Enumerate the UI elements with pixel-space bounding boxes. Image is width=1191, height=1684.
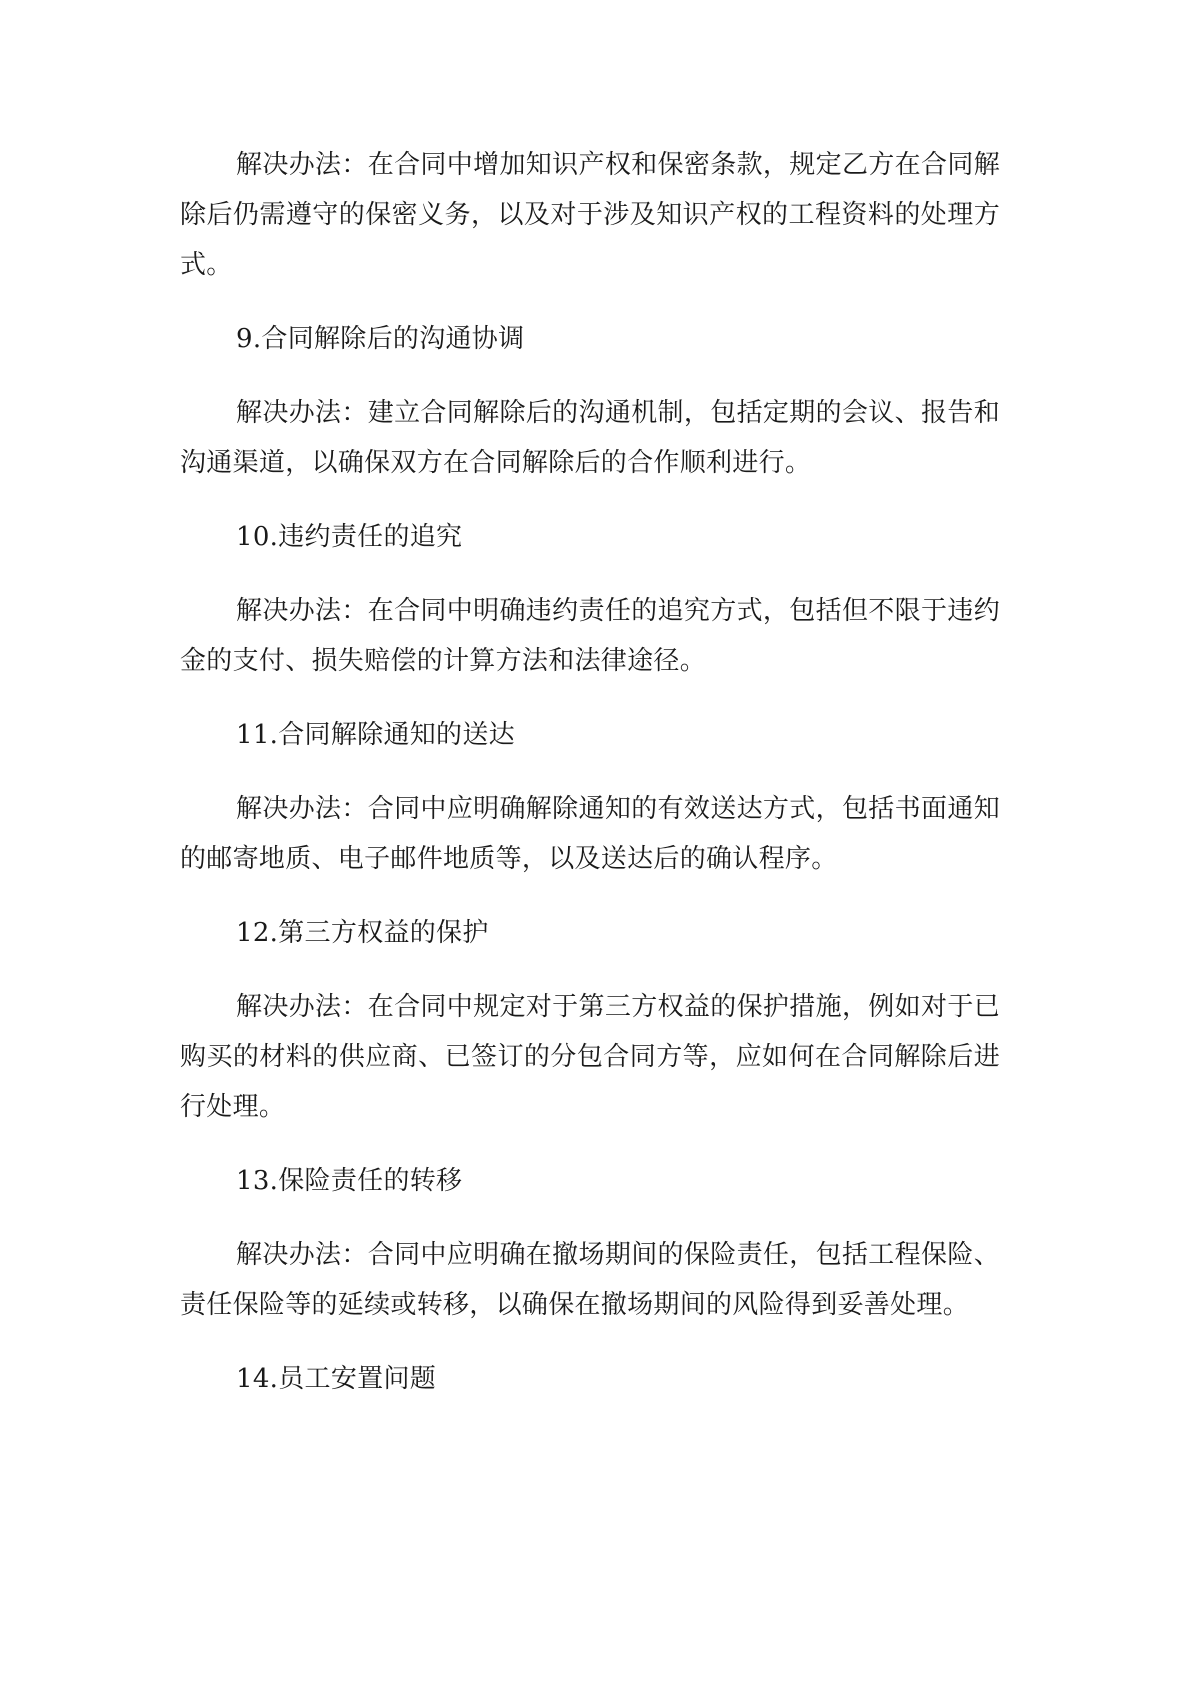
solution-paragraph: 解决办法：在合同中规定对于第三方权益的保护措施，例如对于已购买的材料的供应商、已签订的分包合同方等，应如何在合同解除后进行处理。 (180, 992, 1000, 1122)
document-page (180, 140, 1000, 1428)
section-heading: 14.员工安置问题 (236, 1364, 437, 1394)
solution-paragraph: 解决办法：建立合同解除后的沟通机制，包括定期的会议、报告和沟通渠道，以确保双方在合同解除后的合作顺利进行。 (180, 398, 1000, 478)
solution-paragraph: 解决办法：在合同中增加知识产权和保密条款，规定乙方在合同解除后仍需遵守的保密义务，以及对于涉及知识产权的工程资料的处理方式。 (180, 150, 1000, 280)
section-heading: 11.合同解除通知的送达 (236, 720, 515, 750)
solution-paragraph: 解决办法：合同中应明确解除通知的有效送达方式，包括书面通知的邮寄地质、电子邮件地质等，以及送达后的确认程序。 (180, 794, 1000, 874)
solution-paragraph: 解决办法：在合同中明确违约责任的追究方式，包括但不限于违约金的支付、损失赔偿的计算方法和法律途径。 (180, 596, 1000, 676)
section-heading: 12.第三方权益的保护 (236, 918, 489, 948)
section-heading: 13.保险责任的转移 (236, 1166, 463, 1196)
section-heading: 10.违约责任的追究 (236, 522, 463, 552)
solution-paragraph: 解决办法：合同中应明确在撤场期间的保险责任，包括工程保险、责任保险等的延续或转移，以确保在撤场期间的风险得到妥善处理。 (180, 1240, 1000, 1320)
section-heading: 9.合同解除后的沟通协调 (236, 324, 525, 354)
